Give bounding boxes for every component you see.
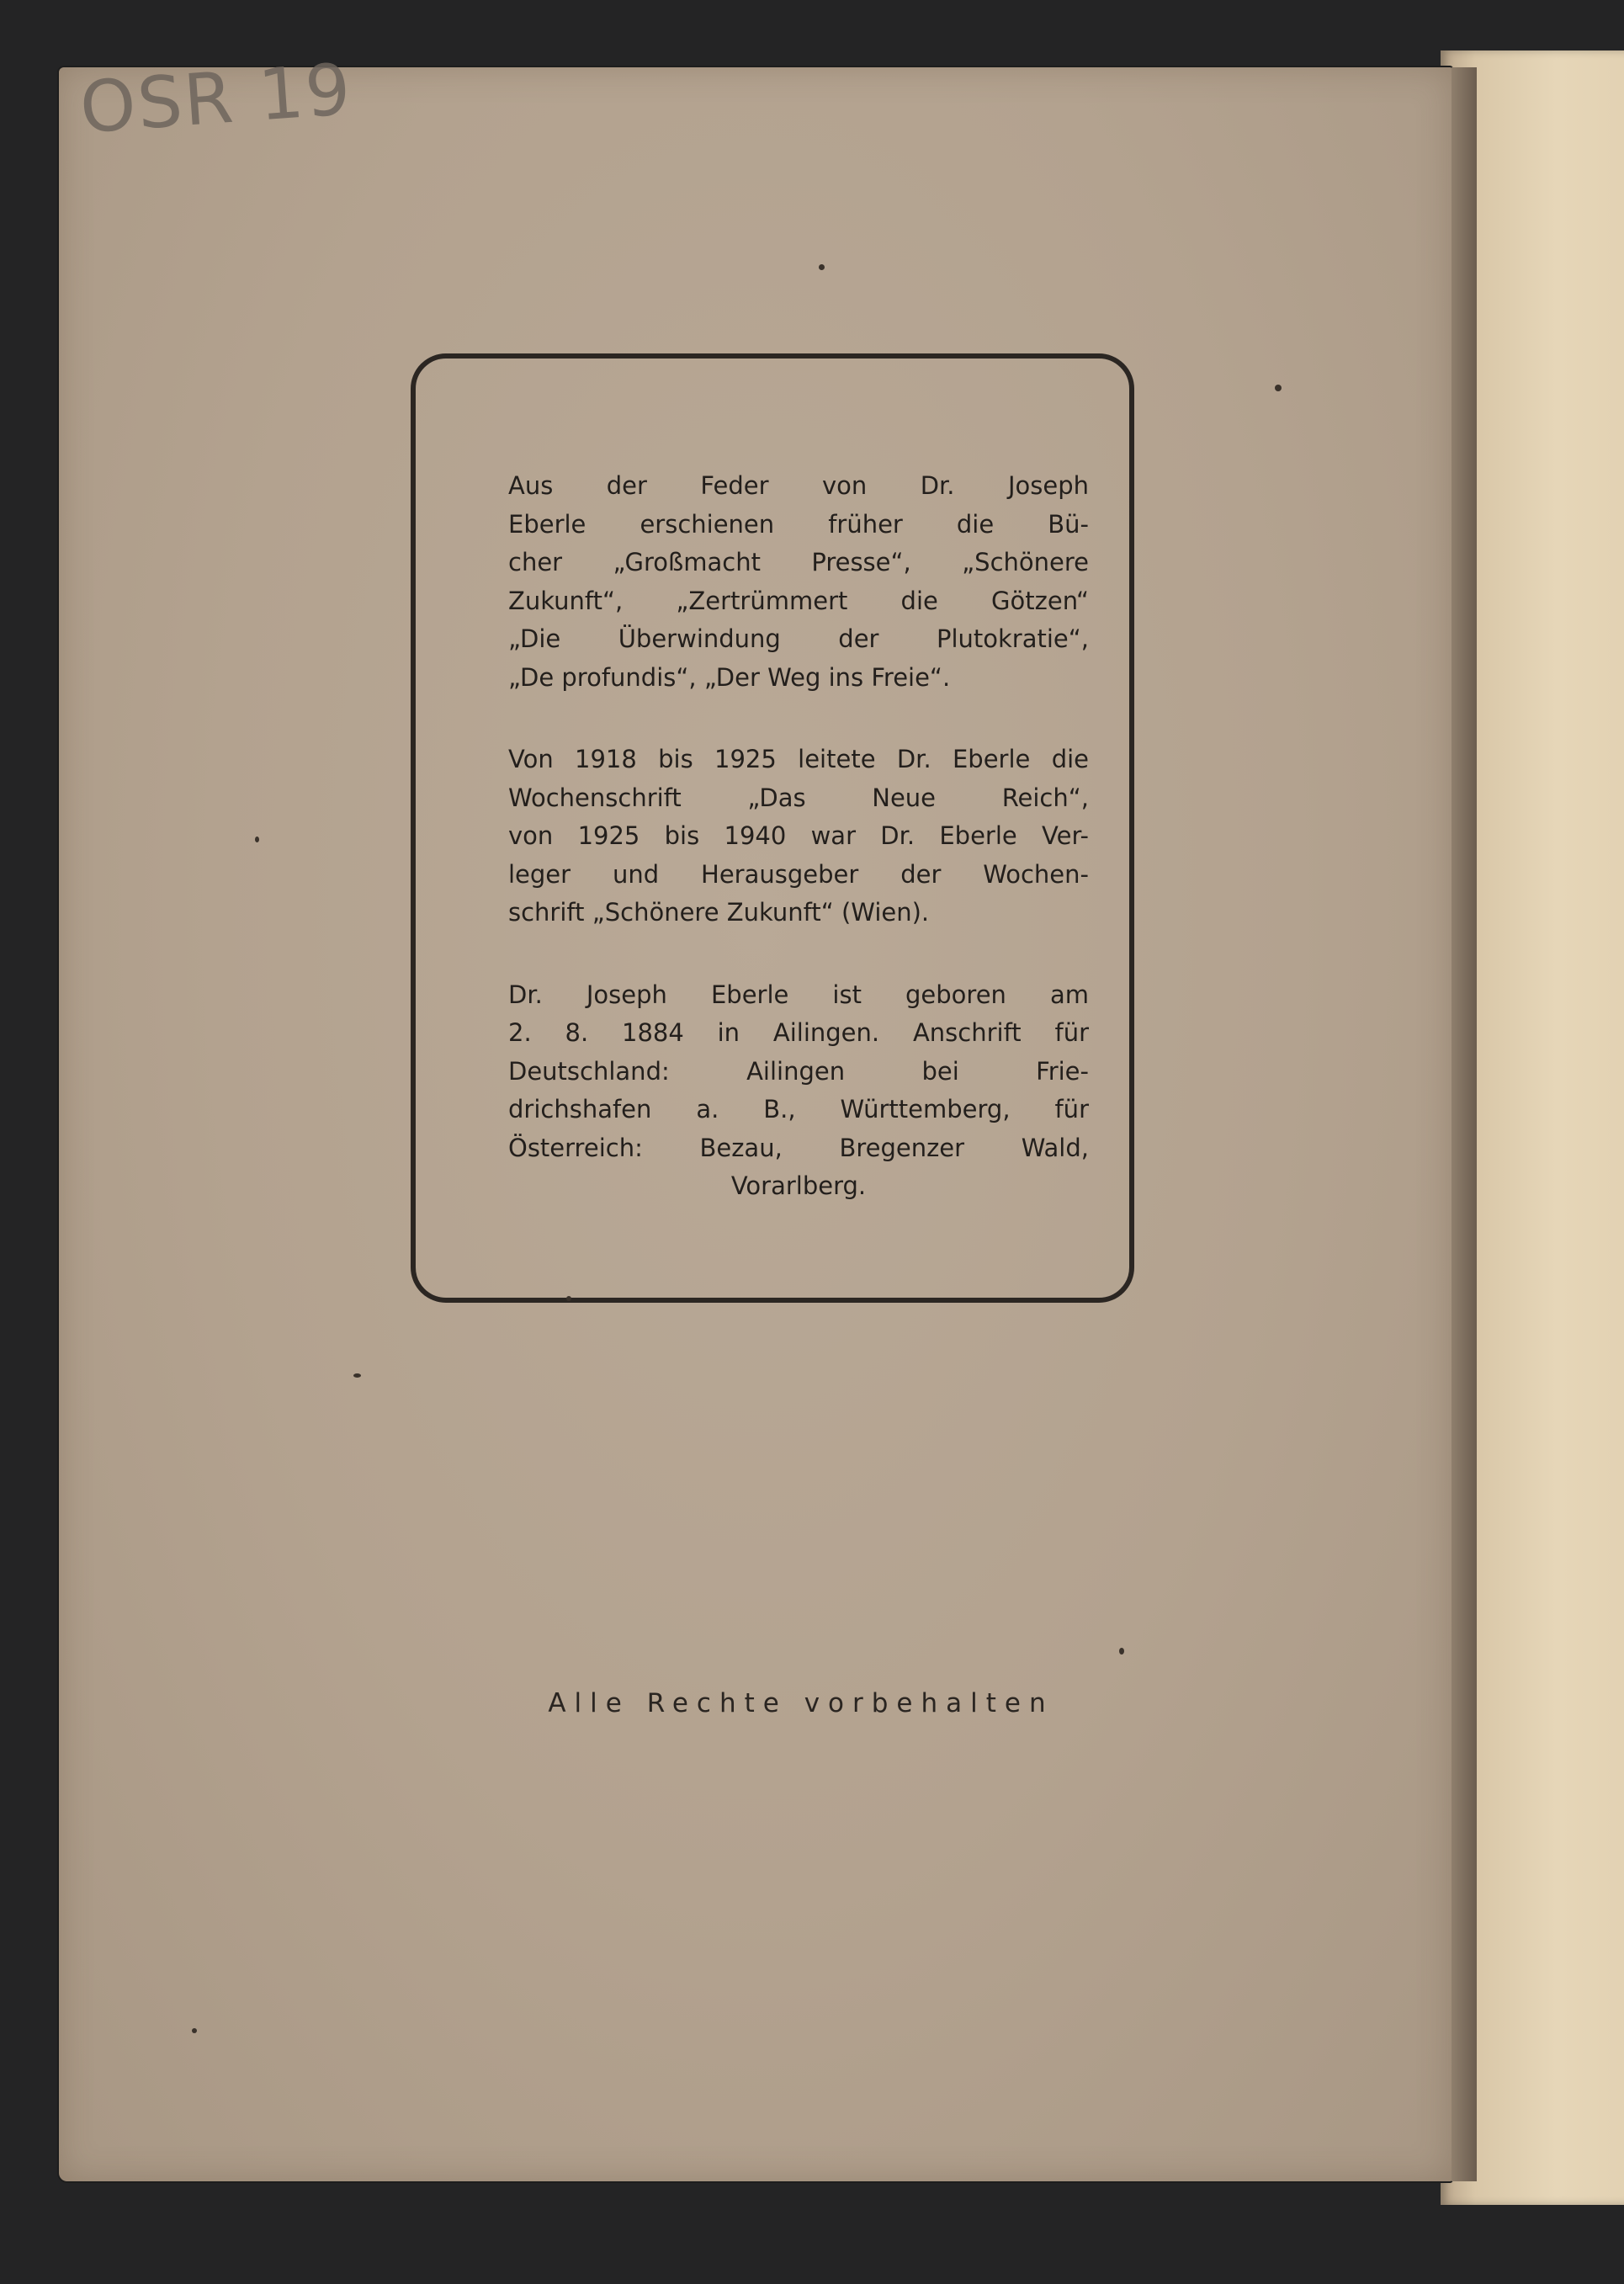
handwritten-shelf-mark: OSR 19 [77,47,355,150]
paragraph-publications [508,467,1089,697]
text-line: Vorarlberg. [730,1171,867,1200]
text-line: leger und Herausgeber der Wochen- [508,859,1089,889]
paper-speck [566,1296,571,1301]
text-line: schrift „Schönere Zukunft“ (Wien). [508,898,930,927]
text-line: Zukunft“, „Zertrümmert die Götzen“ [508,586,1089,615]
text-line: cher „Großmacht Presse“, „Schönere [508,548,1089,576]
paper-speck [192,2028,197,2033]
paper-speck [1119,1648,1124,1655]
paper-speck [255,837,259,842]
rights-notice: Alle Rechte vorbehalten [548,1688,1054,1718]
text-line: Aus der Feder von Dr. Joseph [508,471,1089,500]
text-line: Wochenschrift „Das Neue Reich“, [508,783,1089,812]
paper-speck [353,1373,361,1378]
notice-text [508,467,1089,1250]
text-line: Von 1918 bis 1925 leitete Dr. Eberle die [508,745,1089,773]
text-line: Eberle erschienen früher die Bü- [508,509,1089,539]
paragraph-editorship [508,741,1089,932]
text-line: Dr. Joseph Eberle ist geboren am [508,980,1089,1009]
text-line: drichshafen a. B., Württemberg, für [508,1095,1089,1123]
text-line: von 1925 bis 1940 war Dr. Eberle Ver- [508,821,1089,850]
text-line: 2. 8. 1884 in Ailingen. Anschrift für [508,1018,1089,1047]
text-line: „De profundis“, „Der Weg ins Freie“. [508,662,951,692]
text-line: Deutschland: Ailingen bei Frie- [508,1056,1089,1086]
paper-speck [1275,385,1282,391]
page-edge-shadow [1452,67,1477,2181]
text-line: Österreich: Bezau, Bregenzer Wald, [508,1133,1089,1162]
paper-speck [819,264,825,270]
paragraph-biography [508,976,1089,1206]
text-line: „Die Überwindung der Plutokratie“, [508,624,1089,653]
